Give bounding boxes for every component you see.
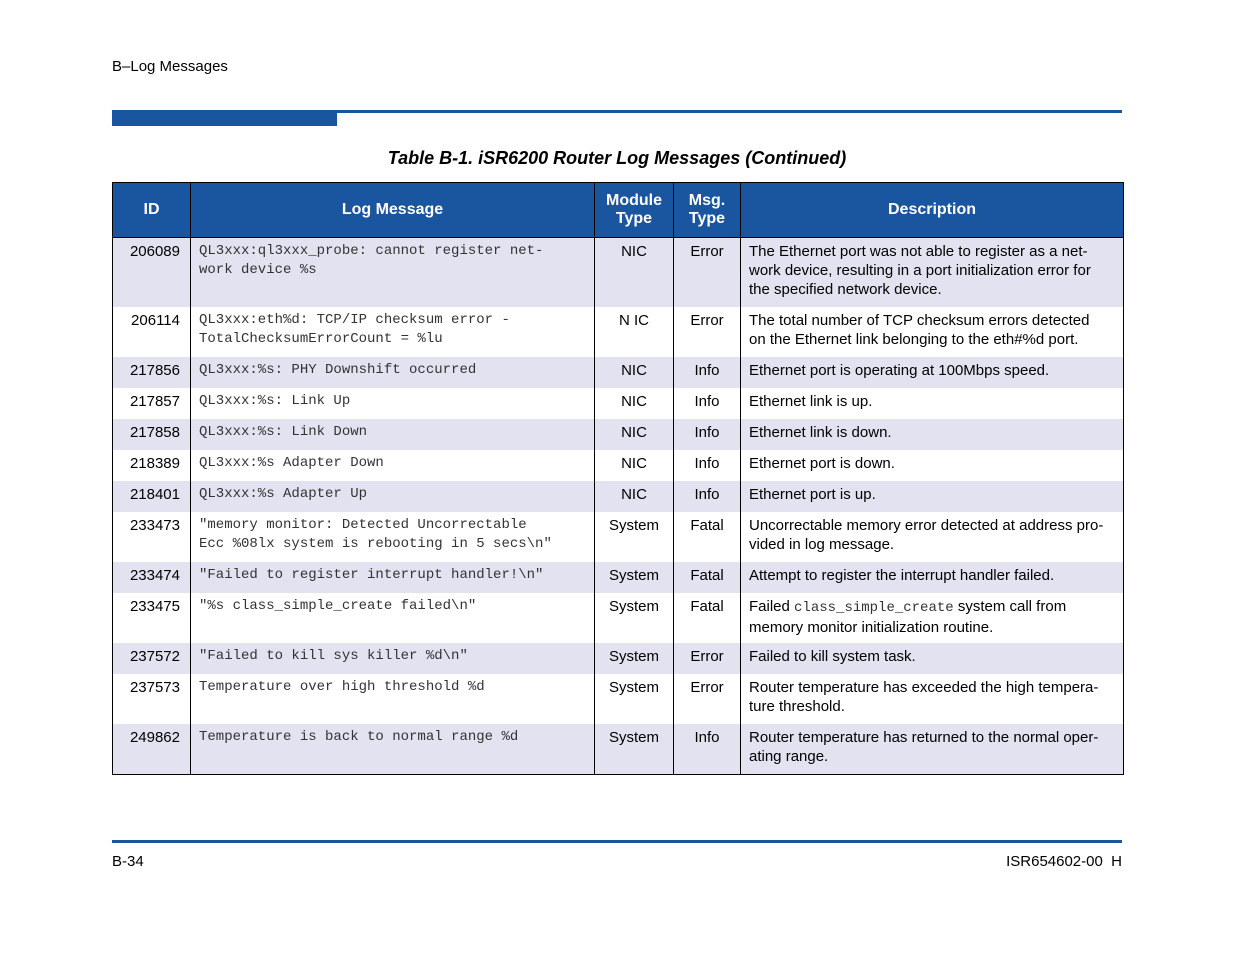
table-row (113, 357, 1124, 388)
row-msg-type: Error (674, 643, 741, 674)
row-description: Ethernet port is up. (741, 481, 1124, 512)
table-row (113, 450, 1124, 481)
row-description-pre: Failed (749, 597, 795, 615)
row-id: 218389 (113, 450, 191, 481)
row-msg-type: Info (674, 357, 741, 388)
row-log-message: Temperature over high threshold %d (191, 674, 595, 724)
row-id: 217857 (113, 388, 191, 419)
row-module-type: NIC (595, 450, 674, 481)
table-header-row (113, 183, 1124, 238)
table-row (113, 593, 1124, 643)
column-header-log-message: Log Message (191, 183, 595, 238)
row-id: 233475 (113, 593, 191, 643)
row-msg-type: Fatal (674, 562, 741, 593)
row-description-code: class_simple_create (794, 599, 954, 616)
row-msg-type: Error (674, 238, 741, 307)
row-log-message: "memory monitor: Detected Uncorrectable Ecc %08lx system is rebooting in 5 secs\n" (191, 512, 595, 562)
row-description: Uncorrectable memory error detected at address pro- vided in log message. (741, 512, 1124, 562)
row-log-message: QL3xxx:%s: Link Down (191, 419, 595, 450)
row-id: 206089 (113, 238, 191, 307)
row-description: The Ethernet port was not able to register as a net- work device, resulting in a port initialization error for the specified network device. (741, 238, 1124, 307)
row-module-type: NIC (595, 388, 674, 419)
row-id: 249862 (113, 724, 191, 775)
row-id: 237572 (113, 643, 191, 674)
row-description: Ethernet port is operating at 100Mbps speed. (741, 357, 1124, 388)
row-id: 233474 (113, 562, 191, 593)
row-log-message: QL3xxx:%s: Link Up (191, 388, 595, 419)
row-msg-type: Fatal (674, 593, 741, 643)
row-module-type: N IC (595, 307, 674, 357)
row-id: 217856 (113, 357, 191, 388)
running-header-section: B–Log Messages (112, 58, 228, 75)
table-row (113, 643, 1124, 674)
row-log-message: "Failed to register interrupt handler!\n" (191, 562, 595, 593)
row-description (741, 593, 1124, 643)
row-msg-type: Error (674, 307, 741, 357)
row-description: Failed to kill system task. (741, 643, 1124, 674)
row-description: Attempt to register the interrupt handler failed. (741, 562, 1124, 593)
row-description: Router temperature has exceeded the high tempera- ture threshold. (741, 674, 1124, 724)
row-msg-type: Info (674, 388, 741, 419)
row-module-type: System (595, 562, 674, 593)
row-id: 206114 (113, 307, 191, 357)
row-module-type: System (595, 724, 674, 775)
table-row (113, 724, 1124, 775)
table-row (113, 419, 1124, 450)
row-id: 218401 (113, 481, 191, 512)
row-module-type: System (595, 593, 674, 643)
column-header-msg-type (674, 183, 741, 238)
row-log-message: QL3xxx:ql3xxx_probe: cannot register net- work device %s (191, 238, 595, 307)
table-row (113, 674, 1124, 724)
row-description: Ethernet port is down. (741, 450, 1124, 481)
row-id: 217858 (113, 419, 191, 450)
row-msg-type: Error (674, 674, 741, 724)
column-header-module-type-label: Module Type (606, 192, 662, 227)
row-module-type: NIC (595, 419, 674, 450)
document-id: ISR654602-00 H (1006, 853, 1122, 870)
row-log-message: QL3xxx:%s Adapter Up (191, 481, 595, 512)
row-log-message: QL3xxx:%s: PHY Downshift occurred (191, 357, 595, 388)
table-caption: Table B-1. iSR6200 Router Log Messages (Continued) (387, 148, 847, 168)
table-row (113, 562, 1124, 593)
table-row (113, 388, 1124, 419)
footer-rule (112, 840, 1122, 843)
row-module-type: System (595, 674, 674, 724)
row-msg-type: Fatal (674, 512, 741, 562)
row-msg-type: Info (674, 481, 741, 512)
row-msg-type: Info (674, 419, 741, 450)
row-log-message: Temperature is back to normal range %d (191, 724, 595, 775)
table-row (113, 481, 1124, 512)
column-header-id: ID (113, 183, 191, 238)
row-log-message: "Failed to kill sys killer %d\n" (191, 643, 595, 674)
row-msg-type: Info (674, 450, 741, 481)
row-module-type: NIC (595, 481, 674, 512)
header-rule-accent (112, 110, 337, 126)
page-number: B-34 (112, 853, 144, 870)
row-log-message: "%s class_simple_create failed\n" (191, 593, 595, 643)
row-description: Ethernet link is down. (741, 419, 1124, 450)
row-log-message: QL3xxx:%s Adapter Down (191, 450, 595, 481)
row-module-type: System (595, 643, 674, 674)
column-header-module-type (595, 183, 674, 238)
column-header-msg-type-label: Msg. Type (688, 192, 726, 227)
log-messages-table (112, 182, 1124, 775)
row-id: 237573 (113, 674, 191, 724)
row-module-type: System (595, 512, 674, 562)
row-msg-type: Info (674, 724, 741, 775)
table-row (113, 238, 1124, 307)
table-row (113, 307, 1124, 357)
row-description: Router temperature has returned to the normal oper- ating range. (741, 724, 1124, 775)
row-module-type: NIC (595, 238, 674, 307)
row-module-type: NIC (595, 357, 674, 388)
column-header-description: Description (741, 183, 1124, 238)
row-log-message: QL3xxx:eth%d: TCP/IP checksum error - TotalChecksumErrorCount = %lu (191, 307, 595, 357)
row-description: The total number of TCP checksum errors detected on the Ethernet link belonging to the eth#%d port. (741, 307, 1124, 357)
row-description-post: system call from memory monitor initialization routine. (749, 597, 1067, 636)
row-id: 233473 (113, 512, 191, 562)
row-description: Ethernet link is up. (741, 388, 1124, 419)
table-row (113, 512, 1124, 562)
